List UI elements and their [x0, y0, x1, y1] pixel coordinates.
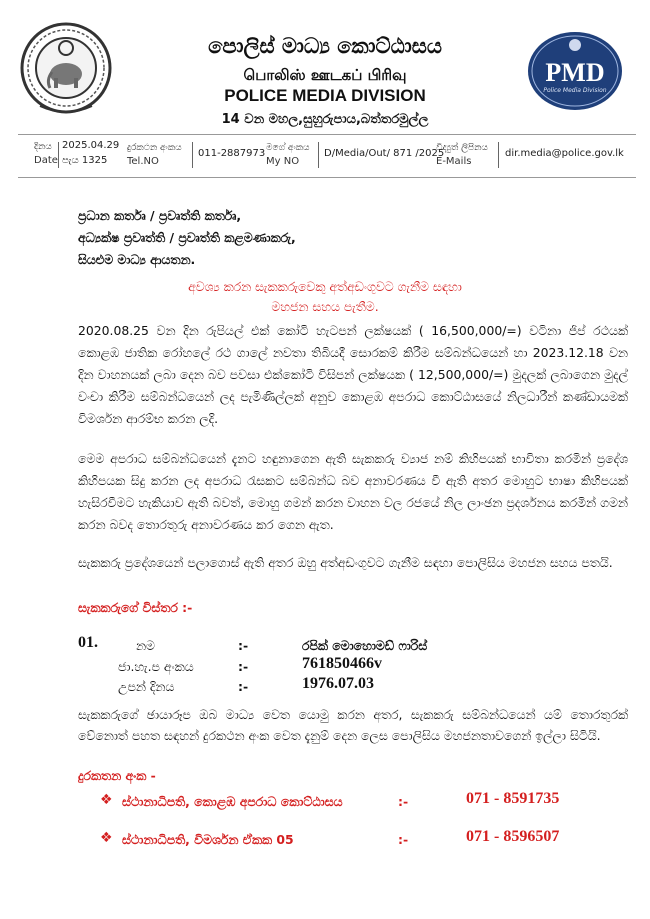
contact-phone: 071 - 8596507 — [466, 828, 560, 845]
suspect-label-dob: උපන් දිනය — [118, 679, 175, 694]
my-no-value: D/Media/Out/ 871 /2025 — [324, 148, 445, 159]
pmd-logo-subtext: Police Media Division — [543, 87, 607, 94]
suspect-sep: :- — [238, 659, 249, 674]
suspect-nic-value: 761850466v — [302, 655, 382, 672]
contact-name: ස්ථානාධිපති, විමර්ශන ඒකක 05 — [122, 832, 294, 847]
contact-phone: 071 - 8591735 — [466, 790, 560, 807]
pmd-logo — [526, 30, 624, 112]
email-value: dir.media@police.gov.lk — [505, 148, 624, 159]
contact-sep: :- — [398, 832, 409, 847]
closing-paragraph: සැකකරුගේ ඡායාරූප ඔබ මාධ්‍ය වෙත යොමු කරන අතර, සැකකරු සම්බන්ධයෙන් යම් තොරතුරක් වේනොත් පහත සඳහන් දුරකථන අංක වෙත දැනුම් දෙන ලෙස පොලිසිය මහජනතාවගෙන් ඉල්ලා සිටියි. — [78, 707, 628, 743]
email-label-en: E-Mails — [436, 156, 472, 167]
suspect-name-value: රපික් මොහොමඩ් ෆාරිස් — [302, 638, 428, 653]
recipient-line: ප්‍රධාන කර්තෘ / ප්‍රවෘත්ති කර්තෘ, — [78, 208, 242, 223]
date-label-en: Date — [34, 155, 58, 166]
header-title-tamil: பொலிஸ் ஊடகப் பிரிவு — [243, 66, 407, 84]
email-label-si: විද්‍යුත් ලිපිනය — [436, 143, 488, 153]
suspect-index: 01. — [78, 634, 98, 651]
recipient-line: අධ්‍යක්ෂ ප්‍රවෘත්ති / ප්‍රවෘත්ති කළමණාකරු, — [78, 230, 296, 245]
contact-name: ස්ථානාධිපති, කොළඹ අපරාධ කොට්ඨාසය — [122, 794, 343, 809]
time-value: පැය 1325 — [62, 155, 108, 166]
date-label-si: දිනය — [34, 142, 52, 152]
suspect-sep: :- — [238, 679, 249, 694]
my-no-label-en: My NO — [266, 156, 300, 167]
bullet-diamond-icon: ❖ — [100, 792, 113, 808]
suspect-dob-value: 1976.07.03 — [302, 675, 374, 692]
suspect-label-nic: ජා.හැ.ප අංකය — [118, 659, 194, 674]
subject-line: අවශ්‍ය කරන සැකකරුවෙකු අත්අඩංගුවට ගැනීම සඳහා — [188, 279, 462, 294]
body-paragraph-2: මෙම අපරාධ සම්බන්ධයෙන් දැනට හඳුනාගෙන ඇති සැකකරු ව්‍යාජ නම් කිහිපයක් භාවිතා කරමින් ප්‍රදේශ කිහිපයක සිදු කරන ලද අපරාධ රැසකට සම්බන්ධ බව අනාවරණය වී ඇති අතර මොහුට භාෂා කිහිපයක් හැසිරවීමට හැකියාව ඇති බවත්, මොහු ගමන් කරන වාහන වල රජයේ නිල ලාංඡන ප්‍රදර්ශනය කරමින් ගමන් කරන බවද තොරතුරු අනාවරණය කර ගෙන ඇත. — [78, 451, 628, 532]
reference-row — [18, 134, 636, 178]
suspect-heading: සැකකරුගේ විස්තර :- — [78, 600, 193, 615]
recipient-line: සියළුම මාධ්‍ය ආයතන. — [78, 252, 196, 267]
header-title-sinhala: පොලිස් මාධ්‍ය කොට්ඨාසය — [208, 34, 442, 58]
header-address: 14 වන මහල,සුහුරුපාය,බත්තරමුල්ල — [221, 112, 429, 127]
contacts-heading: දුරකතන අංක - — [78, 768, 156, 783]
my-no-label-si: මගේ අංකය — [266, 143, 310, 153]
subject-line: මහජන සහය පැතීම. — [271, 299, 379, 314]
suspect-sep: :- — [238, 638, 249, 653]
tel-label-si: දුරකථන අංකය — [127, 143, 182, 153]
contact-sep: :- — [398, 794, 409, 809]
date-value: 2025.04.29 — [62, 140, 120, 151]
tel-value: 011-2887973 — [198, 148, 266, 159]
tel-label-en: Tel.NO — [127, 156, 159, 167]
header-title-english: POLICE MEDIA DIVISION — [224, 86, 426, 105]
suspect-label-name: නම — [136, 638, 155, 653]
body-paragraph-3: සැකකරු ප්‍රදේශයෙන් පලාගොස් ඇති අතර ඔහු අත්අඩංගුවට ගැනීම සඳහා පොලිසිය මහජන සහය පතයි. — [78, 555, 613, 570]
body-paragraph-1: 2020.08.25 වන දින රුපියල් එක් කෝටි හැටපන් ලක්ෂයක් ( 16,500,000/=) වටිනා ජිප් රථයක් කොළඹ ජාතික රෝහලේ රථ ගාලේ නවතා තිබියදී සොරකම් කිරීම සම්බන්ධයෙන් හා 2023.12.18 වන දින වාහනයක් ලබා දෙන බව පවසා එක්කෝටි විසිපන් ලක්ෂයක ( 12,500,000/=) මුදලක් ලබාගෙන මුදල් වංචා කිරීම සම්බන්ධයෙන් ලද පැමිණිල්ලක් අනුව කොළඹ අපරාධ කොට්ඨාසයේ නිලධාරීන් කණ්ඩායමක් විමර්ශන ආරම්භ කරන ලදි. — [78, 323, 628, 426]
bullet-diamond-icon: ❖ — [100, 830, 113, 846]
pmd-logo-text: PMD — [545, 58, 605, 87]
